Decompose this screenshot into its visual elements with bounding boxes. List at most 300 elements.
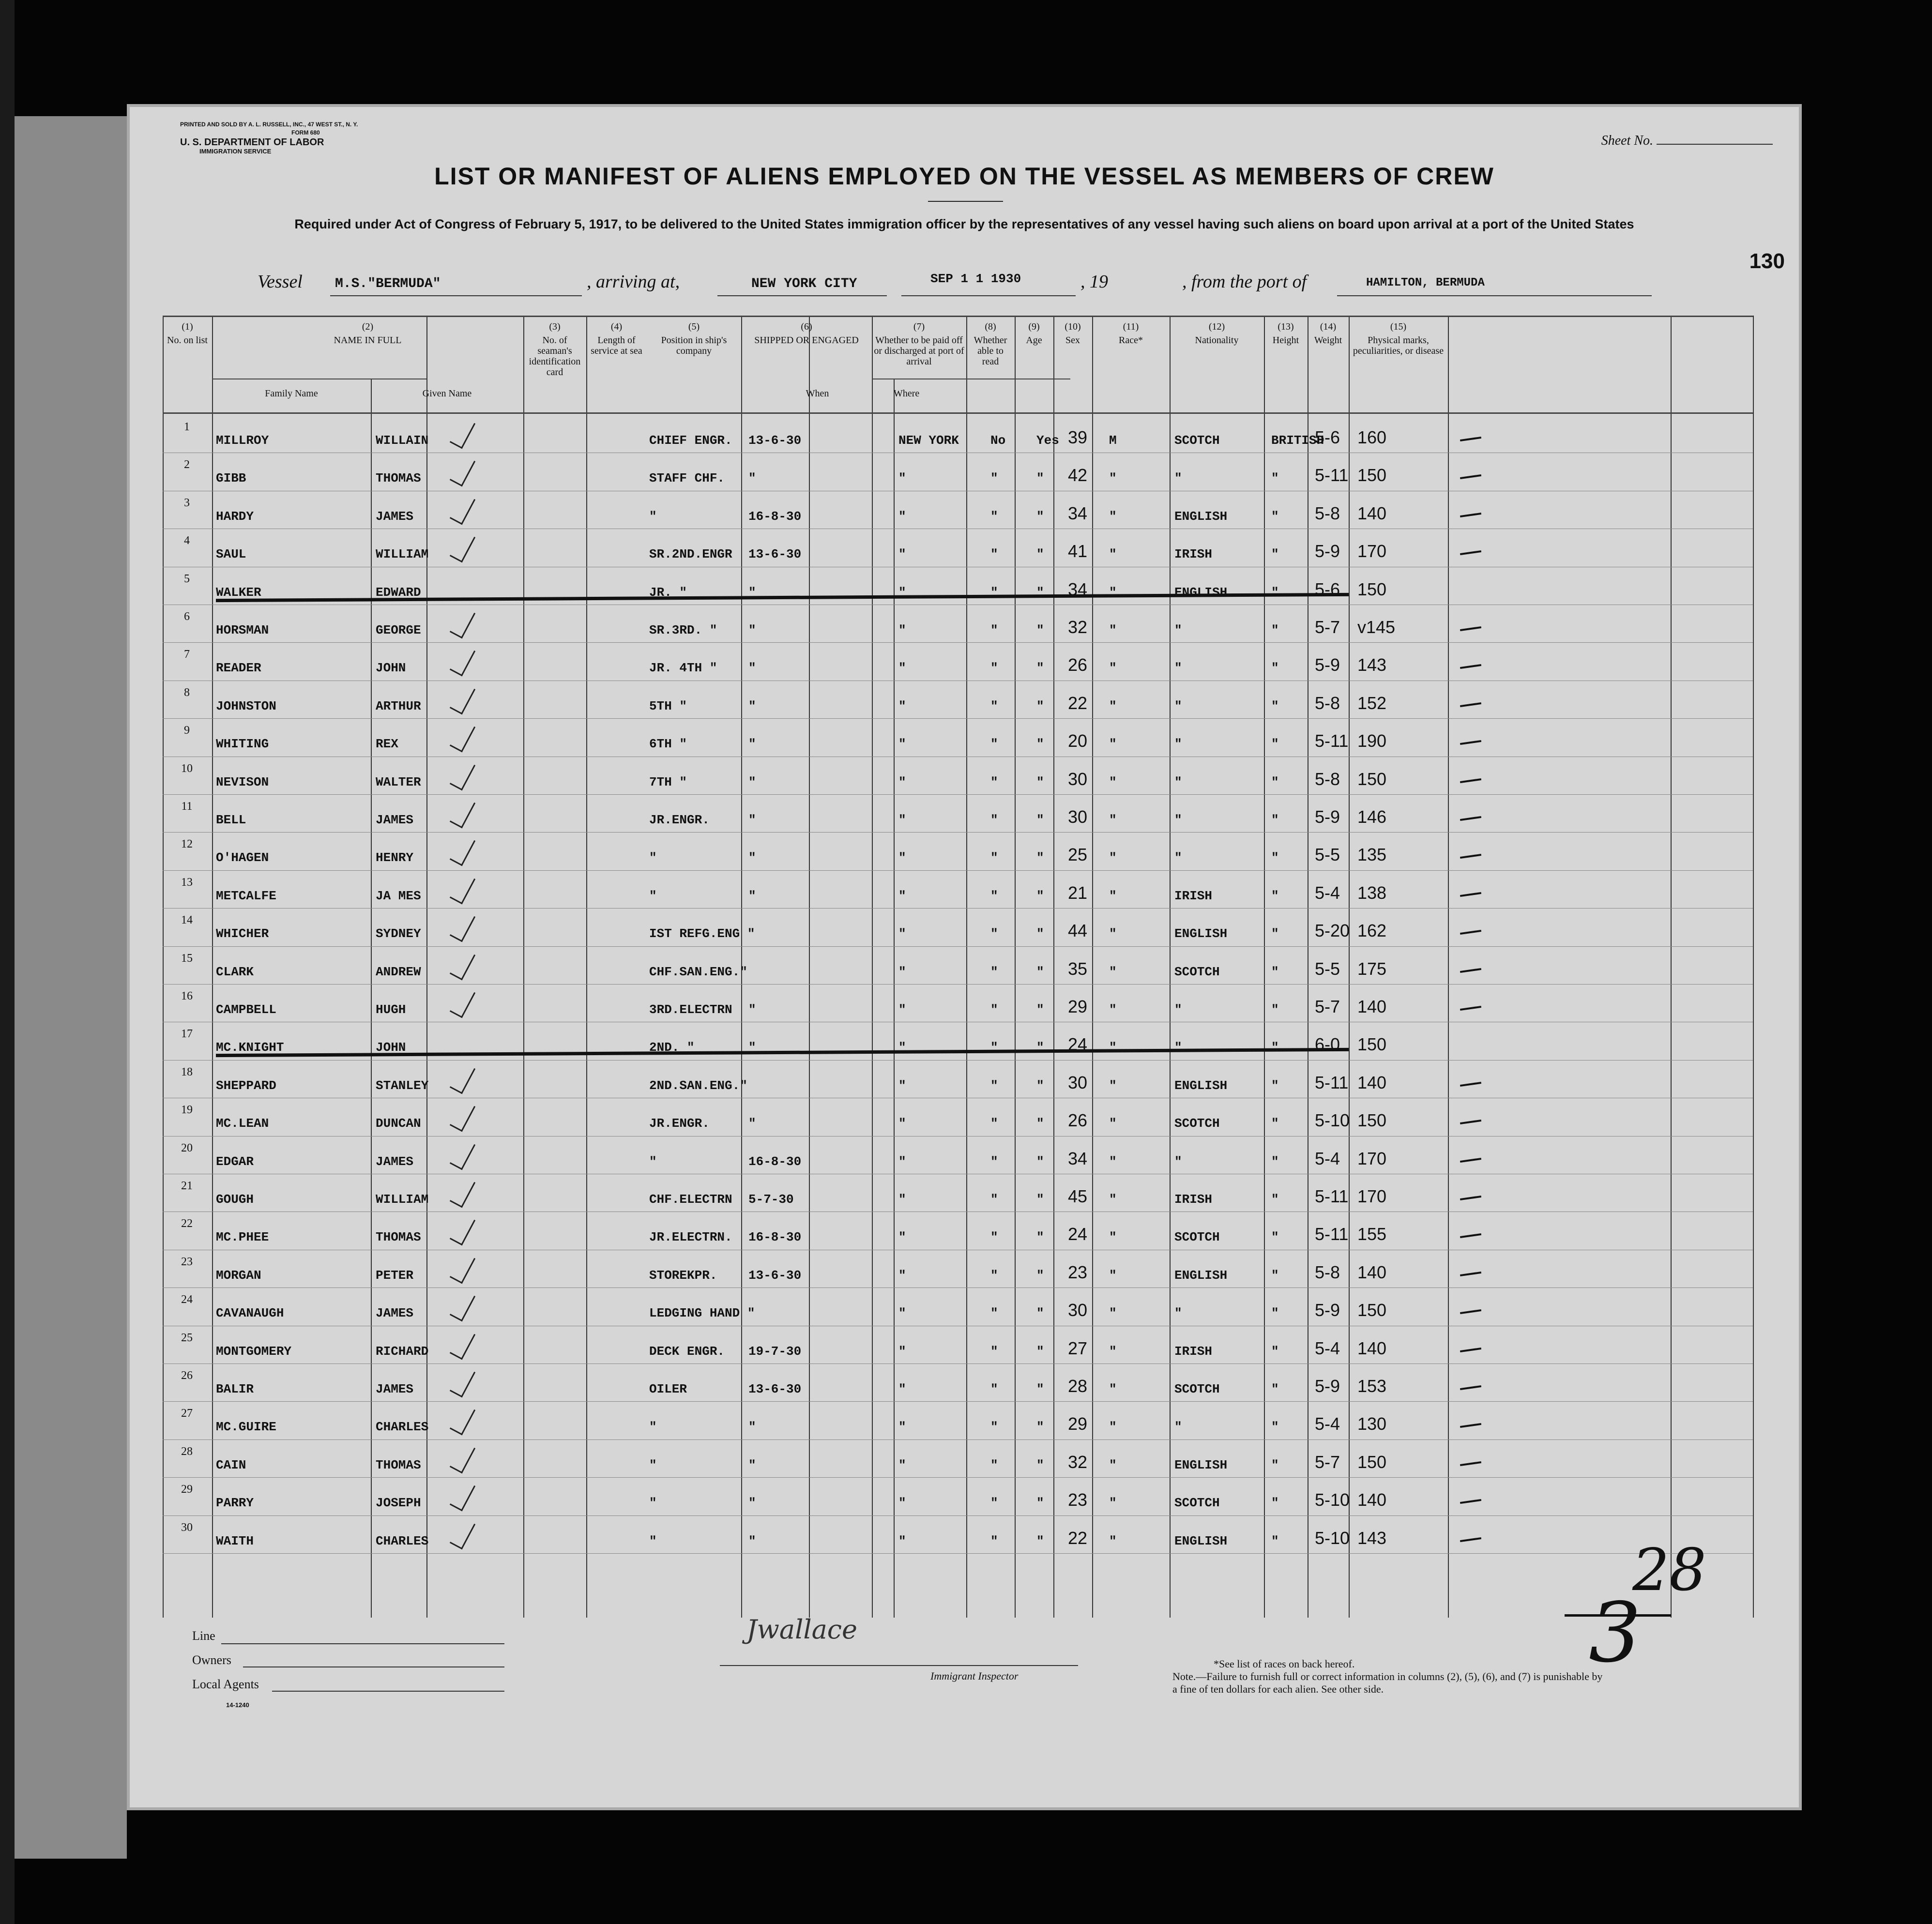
check-mark — [450, 1441, 475, 1473]
column-rule — [1349, 316, 1350, 1618]
handwritten-mark: 3 — [1589, 1585, 1642, 1681]
shipped-when: 19-7-30 — [748, 1344, 802, 1359]
age: 34 — [1068, 503, 1088, 523]
shipped-where: " — [898, 850, 906, 865]
check-mark — [450, 1404, 475, 1436]
row-number: 10 — [181, 762, 193, 775]
able-to-read: " — [1036, 1192, 1044, 1207]
owners-label: Owners — [192, 1653, 231, 1667]
height: 5-7 — [1315, 617, 1340, 637]
height: 5-7 — [1315, 1452, 1340, 1472]
family-name: WHITING — [216, 737, 269, 752]
paid-off: " — [990, 737, 998, 752]
inspection-tick — [1460, 930, 1481, 935]
subcolumn-header: Family Name — [265, 388, 318, 399]
position: JR. " — [649, 585, 687, 600]
height: 5-10 — [1315, 1528, 1350, 1548]
race: ENGLISH — [1174, 1533, 1228, 1548]
column-number: (3) — [549, 321, 561, 332]
check-mark — [450, 797, 475, 829]
row-rule — [163, 946, 1753, 947]
height: 5-10 — [1315, 1110, 1350, 1131]
nationality: " — [1271, 623, 1279, 637]
weight: 140 — [1357, 1338, 1387, 1358]
position: " — [649, 1457, 657, 1472]
weight: 170 — [1357, 541, 1387, 561]
check-mark — [450, 1517, 475, 1549]
nationality: " — [1271, 1344, 1279, 1359]
given-name: CHARLES — [376, 1420, 429, 1435]
row-number: 13 — [181, 876, 193, 889]
film-border-left — [0, 0, 15, 1924]
shipped-where: " — [898, 623, 906, 637]
given-name: THOMAS — [376, 471, 421, 486]
position: " — [649, 509, 657, 524]
paid-off: " — [990, 964, 998, 979]
check-mark — [450, 1328, 475, 1360]
shipped-when: 13-6-30 — [748, 1268, 802, 1283]
column-rule — [1170, 316, 1171, 1618]
column-rule — [872, 316, 873, 1618]
row-rule — [163, 908, 1753, 909]
family-name: GOUGH — [216, 1192, 254, 1207]
shipped-when: " — [748, 737, 756, 752]
shipped-when: " — [748, 1420, 756, 1435]
shipped-subcolumn-rule — [894, 379, 895, 1618]
age: 32 — [1068, 617, 1088, 637]
paid-off: " — [990, 585, 998, 600]
sex: " — [1109, 1306, 1117, 1321]
paid-off: " — [990, 813, 998, 827]
column-header: Age — [1026, 335, 1042, 346]
given-name: PETER — [376, 1268, 414, 1283]
nationality: " — [1271, 813, 1279, 827]
row-number: 27 — [181, 1407, 193, 1420]
check-mark — [450, 607, 475, 639]
race: IRISH — [1174, 1344, 1213, 1359]
sex: " — [1109, 774, 1117, 789]
shipped-where: " — [898, 1230, 906, 1245]
paid-off: " — [990, 1116, 998, 1131]
row-number: 21 — [181, 1180, 193, 1192]
age: 23 — [1068, 1262, 1088, 1282]
row-number: 18 — [181, 1065, 193, 1078]
nationality: " — [1271, 926, 1279, 941]
age: 29 — [1068, 997, 1088, 1016]
row-rule — [163, 1363, 1753, 1364]
race: ENGLISH — [1174, 926, 1228, 941]
row-number: 7 — [184, 648, 190, 661]
shipped-when: " — [748, 661, 756, 676]
family-name: READER — [216, 661, 261, 676]
able-to-read: " — [1036, 964, 1044, 979]
given-name: WILLAIN — [376, 433, 429, 448]
weight: 150 — [1357, 1034, 1387, 1055]
age: 28 — [1068, 1376, 1088, 1396]
age: 26 — [1068, 1110, 1088, 1131]
height: 6-0 — [1315, 1034, 1340, 1055]
age: 27 — [1068, 1338, 1088, 1358]
inspection-tick — [1460, 816, 1481, 821]
row-number: 11 — [181, 800, 193, 813]
nationality: " — [1271, 1306, 1279, 1321]
weight: 155 — [1357, 1224, 1387, 1244]
height: 5-8 — [1315, 503, 1340, 523]
inspection-tick — [1460, 1309, 1481, 1314]
row-number: 1 — [184, 421, 190, 433]
row-number: 28 — [181, 1445, 193, 1458]
weight: 150 — [1357, 1452, 1387, 1472]
family-name: MONTGOMERY — [216, 1344, 292, 1359]
service: IMMIGRATION SERVICE — [199, 148, 272, 155]
penalty-note: Note.—Failure to furnish full or correct information in columns (2), (5), (6), and (7) is punishable by a fine of ten dollars for each alien. See other side. — [1172, 1670, 1603, 1695]
department: U. S. DEPARTMENT OF LABOR — [180, 137, 324, 148]
nationality: " — [1271, 1268, 1279, 1283]
weight: 152 — [1357, 693, 1387, 713]
column-number: (11) — [1123, 321, 1139, 332]
family-name: MC.PHEE — [216, 1230, 269, 1245]
race: SCOTCH — [1174, 1496, 1220, 1511]
given-name: JAMES — [376, 813, 414, 827]
row-rule — [163, 1401, 1753, 1402]
paid-off: " — [990, 774, 998, 789]
column-number: (9) — [1028, 321, 1040, 332]
row-number: 4 — [184, 534, 190, 547]
given-name: JAMES — [376, 1382, 414, 1396]
shipped-where: " — [898, 471, 906, 486]
from-port: HAMILTON, BERMUDA — [1366, 276, 1485, 289]
page-title: LIST OR MANIFEST OF ALIENS EMPLOYED ON THE VESSEL AS MEMBERS OF CREW — [434, 163, 1494, 190]
sex: " — [1109, 661, 1117, 676]
shipped-when: 5-7-30 — [748, 1192, 794, 1207]
able-to-read: " — [1036, 1002, 1044, 1017]
inspection-tick — [1460, 740, 1481, 745]
race: SCOTCH — [1174, 433, 1220, 448]
able-to-read: " — [1036, 1154, 1044, 1169]
height: 5-9 — [1315, 1376, 1340, 1396]
sheet-no-label: Sheet No. — [1601, 133, 1773, 149]
row-rule — [163, 832, 1753, 833]
sex: " — [1109, 737, 1117, 752]
inspection-tick — [1460, 626, 1481, 631]
check-mark — [450, 1480, 475, 1512]
family-name: O'HAGEN — [216, 850, 269, 865]
height: 5-5 — [1315, 845, 1340, 865]
race: " — [1174, 850, 1182, 865]
able-to-read: " — [1036, 926, 1044, 941]
family-name: MC.GUIRE — [216, 1420, 276, 1435]
age: 22 — [1068, 693, 1088, 713]
weight: 146 — [1357, 807, 1387, 827]
row-number: 14 — [181, 914, 193, 927]
shipped-where: " — [898, 1268, 906, 1283]
race: ENGLISH — [1174, 509, 1228, 524]
position: " — [649, 1154, 657, 1169]
sex: " — [1109, 471, 1117, 486]
family-name: CAMPBELL — [216, 1002, 276, 1017]
given-name: JOHN — [376, 661, 406, 676]
nationality: " — [1271, 850, 1279, 865]
age: 20 — [1068, 731, 1088, 751]
column-rule — [163, 316, 164, 1618]
inspection-tick — [1460, 1423, 1481, 1428]
date-underline — [901, 295, 1076, 296]
race: " — [1174, 1040, 1182, 1055]
row-number: 2 — [184, 458, 190, 471]
paid-off: " — [990, 1457, 998, 1472]
column-number: (14) — [1320, 321, 1337, 332]
inspection-tick — [1460, 1461, 1481, 1466]
from-port-label: , from the port of — [1182, 272, 1307, 292]
inspection-tick — [1460, 513, 1481, 517]
row-number: 20 — [181, 1141, 193, 1154]
manifest-page — [127, 104, 1802, 1810]
paid-off: " — [990, 1268, 998, 1283]
able-to-read: " — [1036, 1230, 1044, 1245]
column-rule — [523, 316, 524, 1618]
column-rule — [1092, 316, 1093, 1618]
nationality: " — [1271, 509, 1279, 524]
inspector-signature: Jwallace — [746, 1614, 857, 1645]
able-to-read: " — [1036, 1382, 1044, 1396]
height: 5-9 — [1315, 1300, 1340, 1320]
inspection-tick — [1460, 1499, 1481, 1504]
able-to-read: " — [1036, 585, 1044, 600]
position: STAFF CHF. — [649, 471, 725, 486]
age: 45 — [1068, 1186, 1088, 1206]
shipped-where: " — [898, 509, 906, 524]
height: 5-9 — [1315, 655, 1340, 675]
check-mark — [450, 948, 475, 980]
race: ENGLISH — [1174, 585, 1228, 600]
paid-off: " — [990, 1040, 998, 1055]
weight: 140 — [1357, 1262, 1387, 1282]
shipped-when: " — [748, 850, 756, 865]
race: ENGLISH — [1174, 1268, 1228, 1283]
nationality: " — [1271, 471, 1279, 486]
sex: " — [1109, 1078, 1117, 1093]
shipped-where: " — [898, 547, 906, 562]
shipped-when: " — [748, 1457, 756, 1472]
weight: 150 — [1357, 465, 1387, 485]
check-mark — [450, 986, 475, 1018]
age: 30 — [1068, 807, 1088, 827]
height: 5-9 — [1315, 807, 1340, 827]
able-to-read: " — [1036, 1040, 1044, 1055]
given-name: RICHARD — [376, 1344, 429, 1359]
nationality: " — [1271, 1040, 1279, 1055]
position: " — [649, 1496, 657, 1511]
paid-off: " — [990, 698, 998, 713]
column-header: Whether able to read — [974, 335, 1007, 367]
family-name: WALKER — [216, 585, 261, 600]
inspection-tick — [1460, 437, 1481, 441]
paid-off: " — [990, 1496, 998, 1511]
crew-table — [163, 316, 1753, 1618]
column-number: (6) — [801, 321, 812, 332]
nationality: BRITISH — [1271, 433, 1324, 448]
sex: " — [1109, 1496, 1117, 1511]
weight: 143 — [1357, 1528, 1387, 1548]
check-mark — [450, 758, 475, 790]
position: DECK ENGR. — [649, 1344, 725, 1359]
line-label: Line — [192, 1629, 215, 1643]
given-name: REX — [376, 737, 398, 752]
shipped-when: " — [748, 1116, 756, 1131]
row-number: 8 — [184, 686, 190, 699]
row-number: 30 — [181, 1521, 193, 1534]
weight: 162 — [1357, 921, 1387, 941]
nationality: " — [1271, 737, 1279, 752]
shipped-where: " — [898, 1382, 906, 1396]
column-number: (1) — [182, 321, 193, 332]
given-name: WILLIAM — [376, 547, 429, 562]
able-to-read: " — [1036, 1344, 1044, 1359]
able-to-read: " — [1036, 1116, 1044, 1131]
page-subtitle: Required under Act of Congress of February 5, 1917, to be delivered to the United States immigration officer by the representatives of any vessel having such aliens on board upon arrival at a port of the United States — [294, 217, 1634, 231]
weight: 140 — [1357, 503, 1387, 523]
shipped-where: " — [898, 661, 906, 676]
column-number: (8) — [985, 321, 996, 332]
column-header: SHIPPED OR ENGAGED — [754, 335, 859, 346]
height: 5-11 — [1315, 465, 1349, 485]
check-mark — [450, 834, 475, 866]
shipped-where: " — [898, 1040, 906, 1055]
check-mark — [450, 872, 475, 904]
shipped-when: " — [748, 623, 756, 637]
height: 5-4 — [1315, 1148, 1340, 1168]
check-mark — [450, 493, 475, 525]
shipped-where: " — [898, 1457, 906, 1472]
shipped-where: " — [898, 774, 906, 789]
paid-off: " — [990, 1230, 998, 1245]
subcolumn-header: Given Name — [422, 388, 472, 399]
row-number: 23 — [181, 1255, 193, 1268]
able-to-read: " — [1036, 1306, 1044, 1321]
shipped-where: " — [898, 1496, 906, 1511]
shipped-where: " — [898, 813, 906, 827]
age: 44 — [1068, 921, 1088, 941]
row-rule — [163, 1553, 1753, 1554]
inspection-tick — [1460, 550, 1481, 555]
sex: " — [1109, 1040, 1117, 1055]
shipped-when: " — [748, 585, 756, 600]
shipped-where: " — [898, 1116, 906, 1131]
family-name: HORSMAN — [216, 623, 269, 637]
inspection-tick — [1460, 1537, 1481, 1542]
position: JR.ENGR. — [649, 1116, 710, 1131]
height: 5-6 — [1315, 579, 1340, 599]
row-number: 12 — [181, 838, 193, 851]
year-label: , 19 — [1080, 272, 1108, 292]
height: 5-11 — [1315, 1186, 1349, 1206]
position: 6TH " — [649, 737, 687, 752]
family-name: MORGAN — [216, 1268, 261, 1283]
row-number: 22 — [181, 1217, 193, 1230]
race: SCOTCH — [1174, 1116, 1220, 1131]
row-number: 24 — [181, 1293, 193, 1306]
sex: " — [1109, 1382, 1117, 1396]
column-header: Race* — [1119, 335, 1143, 346]
inspector-label: Immigrant Inspector — [930, 1670, 1019, 1682]
shipped-where: " — [898, 698, 906, 713]
weight: 143 — [1357, 655, 1387, 675]
given-name: THOMAS — [376, 1457, 421, 1472]
column-rule — [966, 316, 967, 1618]
weight: 150 — [1357, 1300, 1387, 1320]
height: 5-20 — [1315, 921, 1350, 941]
height: 5-4 — [1315, 1414, 1340, 1434]
paid-off: " — [990, 926, 998, 941]
owners-field — [243, 1666, 504, 1667]
row-rule — [163, 984, 1753, 985]
check-mark — [450, 1138, 475, 1170]
given-name: HUGH — [376, 1002, 406, 1017]
vessel-name: M.S."BERMUDA" — [335, 276, 441, 291]
check-mark — [450, 1214, 475, 1246]
race: " — [1174, 661, 1182, 676]
given-name: WALTER — [376, 774, 421, 789]
family-name: SHEPPARD — [216, 1078, 276, 1093]
family-name: EDGAR — [216, 1154, 254, 1169]
weight: 138 — [1357, 882, 1387, 903]
shipped-when: " — [748, 888, 756, 903]
age: 35 — [1068, 958, 1088, 979]
paid-off: " — [990, 888, 998, 903]
able-to-read: " — [1036, 698, 1044, 713]
height: 5-6 — [1315, 427, 1340, 447]
position: " — [649, 1420, 657, 1435]
sex: " — [1109, 1116, 1117, 1131]
family-name: PARRY — [216, 1496, 254, 1511]
family-name: BELL — [216, 813, 246, 827]
sex: " — [1109, 509, 1117, 524]
subcolumn-header: Where — [894, 388, 920, 399]
header-bottom-rule — [163, 412, 1753, 414]
family-name: CLARK — [216, 964, 254, 979]
position: SR.3RD. " — [649, 623, 717, 637]
inspection-tick — [1460, 1233, 1481, 1238]
family-name: WHICHER — [216, 926, 269, 941]
races-note: *See list of races on back hereof. — [1214, 1658, 1355, 1670]
race: " — [1174, 1420, 1182, 1435]
height: 5-11 — [1315, 731, 1349, 751]
name-subcolumn-rule — [371, 379, 372, 1618]
age: 32 — [1068, 1452, 1088, 1472]
inspection-tick — [1460, 702, 1481, 707]
check-mark — [450, 1290, 475, 1322]
sex: " — [1109, 1154, 1117, 1169]
row-number: 25 — [181, 1331, 193, 1344]
family-name: NEVISON — [216, 774, 269, 789]
column-number: (12) — [1208, 321, 1225, 332]
nationality: " — [1271, 661, 1279, 676]
race: " — [1174, 471, 1182, 486]
sex: " — [1109, 698, 1117, 713]
paid-off: " — [990, 547, 998, 562]
family-name: MC.LEAN — [216, 1116, 269, 1131]
position: STOREKPR. — [649, 1268, 717, 1283]
sex: " — [1109, 585, 1117, 600]
paid-off: " — [990, 509, 998, 524]
arriving-underline — [717, 295, 887, 296]
inspection-tick — [1460, 1082, 1481, 1087]
able-to-read: " — [1036, 1268, 1044, 1283]
column-number: (2) — [362, 321, 374, 332]
age: 24 — [1068, 1034, 1088, 1055]
paid-off: " — [990, 1154, 998, 1169]
sex: " — [1109, 623, 1117, 637]
